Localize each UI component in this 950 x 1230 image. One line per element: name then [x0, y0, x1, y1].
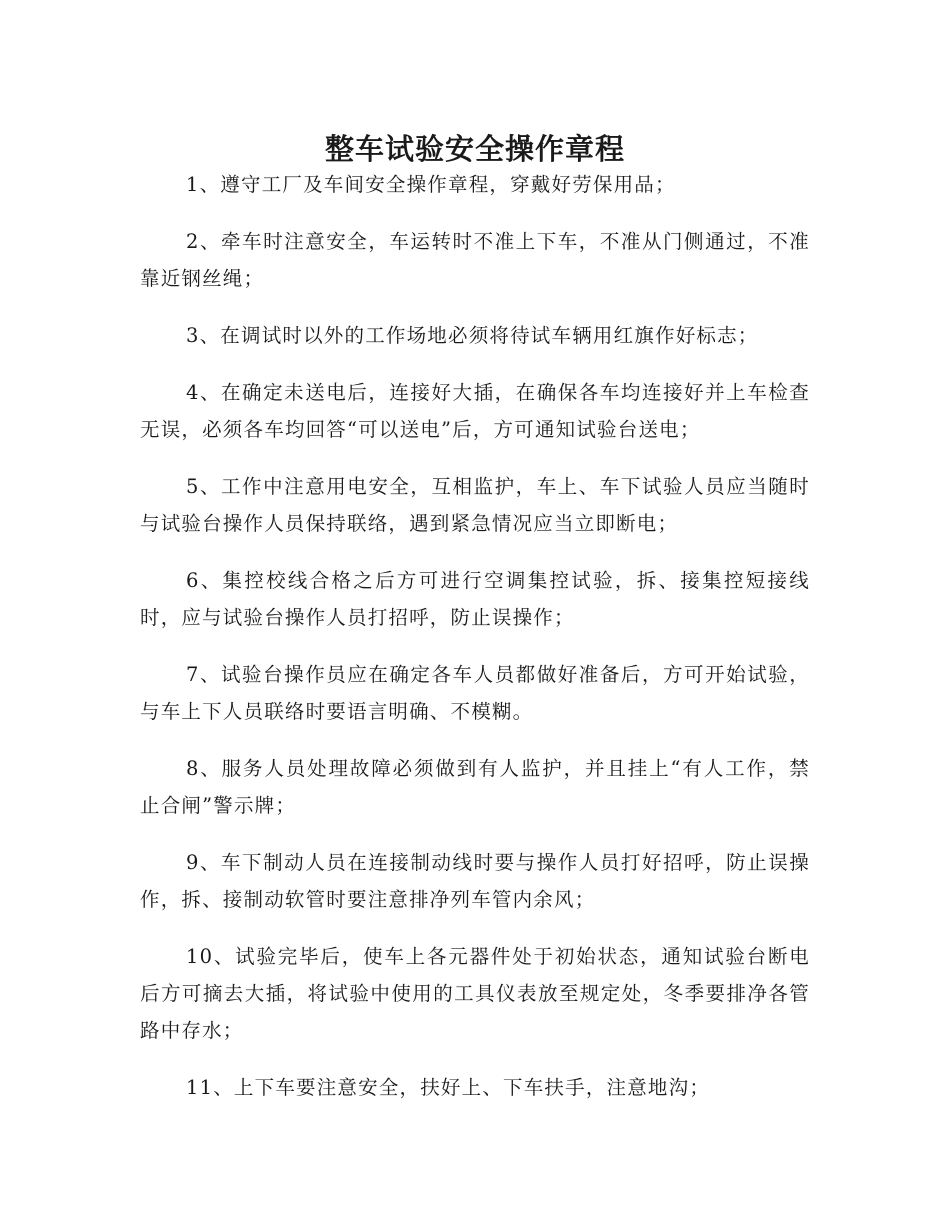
rule-paragraph-2: 2、牵车时注意安全，车运转时不准上下车，不准从门侧通过，不准靠近钢丝绳；: [140, 230, 810, 290]
rule-paragraph-4: 4、在确定未送电后，连接好大插，在确保各车均连接好并上车检查无误，必须各车均回答“可以送电”后，方可通知试验台送电；: [140, 381, 810, 441]
rule-paragraph-5: 5、工作中注意用电安全，互相监护，车上、车下试验人员应当随时与试验台操作人员保持联络，遇到紧急情况应当立即断电；: [140, 475, 810, 535]
rule-paragraph-6: 6、集控校线合格之后方可进行空调集控试验，拆、接集控短接线时，应与试验台操作人员打招呼，防止误操作；: [140, 569, 810, 629]
rule-paragraph-8: 8、服务人员处理故障必须做到有人监护，并且挂上“有人工作，禁止合闸”警示牌；: [140, 757, 810, 817]
rule-paragraph-10: 10、试验完毕后，使车上各元器件处于初始状态，通知试验台断电后方可摘去大插，将试验中使用的工具仪表放至规定处，冬季要排净各管路中存水；: [140, 945, 810, 1042]
rule-paragraph-9: 9、车下制动人员在连接制动线时要与操作人员打好招呼，防止误操作，拆、接制动软管时要注意排净列车管内余风；: [140, 851, 810, 911]
rule-paragraph-11: 11、上下车要注意安全，扶好上、下车扶手，注意地沟；: [186, 1076, 711, 1099]
document-body: [140, 166, 810, 1126]
rule-paragraph-1: 1、遵守工厂及车间安全操作章程，穿戴好劳保用品；: [186, 173, 676, 196]
rule-paragraph-7: 7、试验台操作员应在确定各车人员都做好准备后，方可开始试验，与车上下人员联络时要语言明确、不模糊。: [140, 663, 810, 723]
document-title: 整车试验安全操作章程: [324, 132, 625, 167]
rule-paragraph-3: 3、在调试时以外的工作场地必须将待试车辆用红旗作好标志；: [186, 324, 759, 347]
